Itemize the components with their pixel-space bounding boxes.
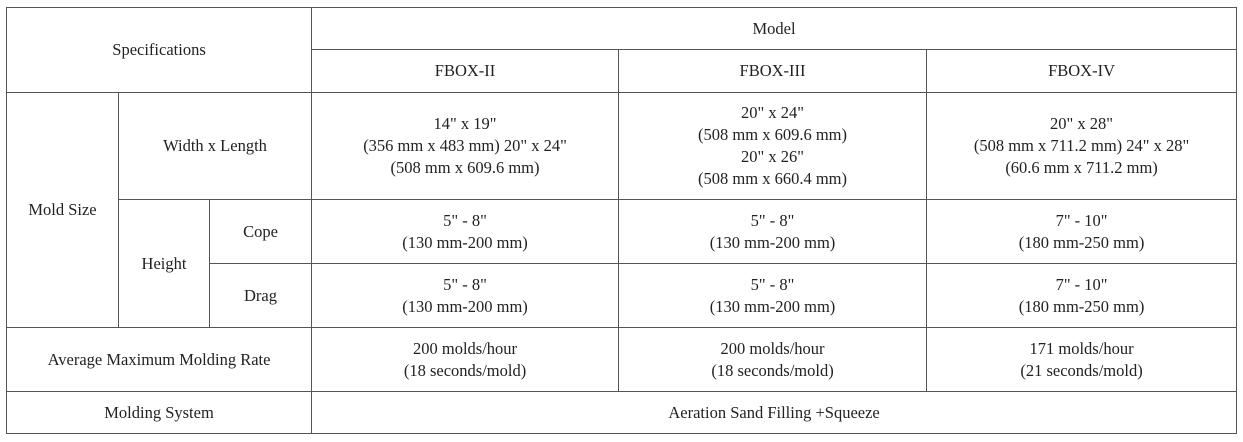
width-length-fbox-iv — [927, 93, 1237, 200]
molding-system-label: Molding System — [7, 392, 312, 434]
drag-label: Drag — [210, 264, 312, 328]
molding-rate-row — [7, 328, 1237, 392]
cell-line: (18 seconds/mold) — [403, 360, 527, 380]
spec-table-container — [6, 7, 1237, 434]
cell-line: (508 mm x 609.6 mm) — [698, 125, 847, 144]
drag-fbox-iii — [619, 264, 927, 328]
cell-line: 20" x 24" — [741, 103, 805, 122]
drag-fbox-iv — [927, 264, 1237, 328]
width-length-fbox-iii — [619, 93, 927, 200]
molding-rate-fbox-iii — [619, 328, 927, 392]
cope-row — [7, 200, 1237, 264]
cell-line: 200 molds/hour — [413, 338, 518, 358]
height-label: Height — [119, 200, 210, 328]
width-length-label: Width x Length — [119, 93, 312, 200]
cell-line: (130 mm-200 mm) — [709, 296, 836, 316]
cope-label: Cope — [210, 200, 312, 264]
cell-line: (180 mm-250 mm) — [1018, 296, 1145, 316]
cell-line: (60.6 mm x 711.2 mm) — [1005, 158, 1158, 177]
cell-line: 200 molds/hour — [720, 338, 825, 358]
cell-line: (508 mm x 711.2 mm) 24" x 28" — [973, 136, 1190, 155]
specifications-table — [6, 7, 1237, 434]
molding-system-value: Aeration Sand Filling +Squeeze — [312, 392, 1237, 434]
width-length-fbox-ii — [312, 93, 619, 200]
drag-fbox-ii — [312, 264, 619, 328]
cell-line: (508 mm x 660.4 mm) — [698, 169, 847, 188]
molding-system-row — [7, 392, 1237, 434]
cope-fbox-iii — [619, 200, 927, 264]
cell-line: (130 mm-200 mm) — [709, 232, 836, 252]
model-fbox-iv: FBOX-IV — [927, 50, 1237, 93]
cell-line: 5" - 8" — [443, 274, 487, 294]
model-fbox-ii: FBOX-II — [312, 50, 619, 93]
cell-line: (18 seconds/mold) — [711, 360, 834, 380]
cell-line: 171 molds/hour — [1029, 338, 1134, 358]
molding-rate-fbox-ii — [312, 328, 619, 392]
cell-line: (508 mm x 609.6 mm) — [390, 158, 540, 177]
molding-rate-fbox-iv — [927, 328, 1237, 392]
cell-line: (356 mm x 483 mm) 20" x 24" — [363, 136, 567, 155]
cell-line: 7" - 10" — [1055, 210, 1108, 230]
header-row-model — [7, 8, 1237, 50]
cell-line: 5" - 8" — [750, 210, 795, 230]
cell-line: 20" x 26" — [741, 147, 805, 166]
cope-fbox-iv — [927, 200, 1237, 264]
cell-line: (130 mm-200 mm) — [402, 296, 528, 316]
model-header: Model — [312, 8, 1237, 50]
cell-line: 5" - 8" — [443, 210, 487, 230]
cell-line: (130 mm-200 mm) — [402, 232, 528, 252]
cell-line: 7" - 10" — [1055, 274, 1108, 294]
model-fbox-iii: FBOX-III — [619, 50, 927, 93]
cell-line: (21 seconds/mold) — [1020, 360, 1143, 380]
cell-line: 20" x 28" — [1050, 114, 1114, 133]
width-length-row — [7, 93, 1237, 200]
specifications-header: Specifications — [7, 8, 312, 93]
mold-size-label: Mold Size — [7, 93, 119, 328]
cell-line: (180 mm-250 mm) — [1018, 232, 1145, 252]
cell-line: 14" x 19" — [433, 114, 497, 133]
molding-rate-label: Average Maximum Molding Rate — [7, 328, 312, 392]
cell-line: 5" - 8" — [750, 274, 795, 294]
cope-fbox-ii — [312, 200, 619, 264]
